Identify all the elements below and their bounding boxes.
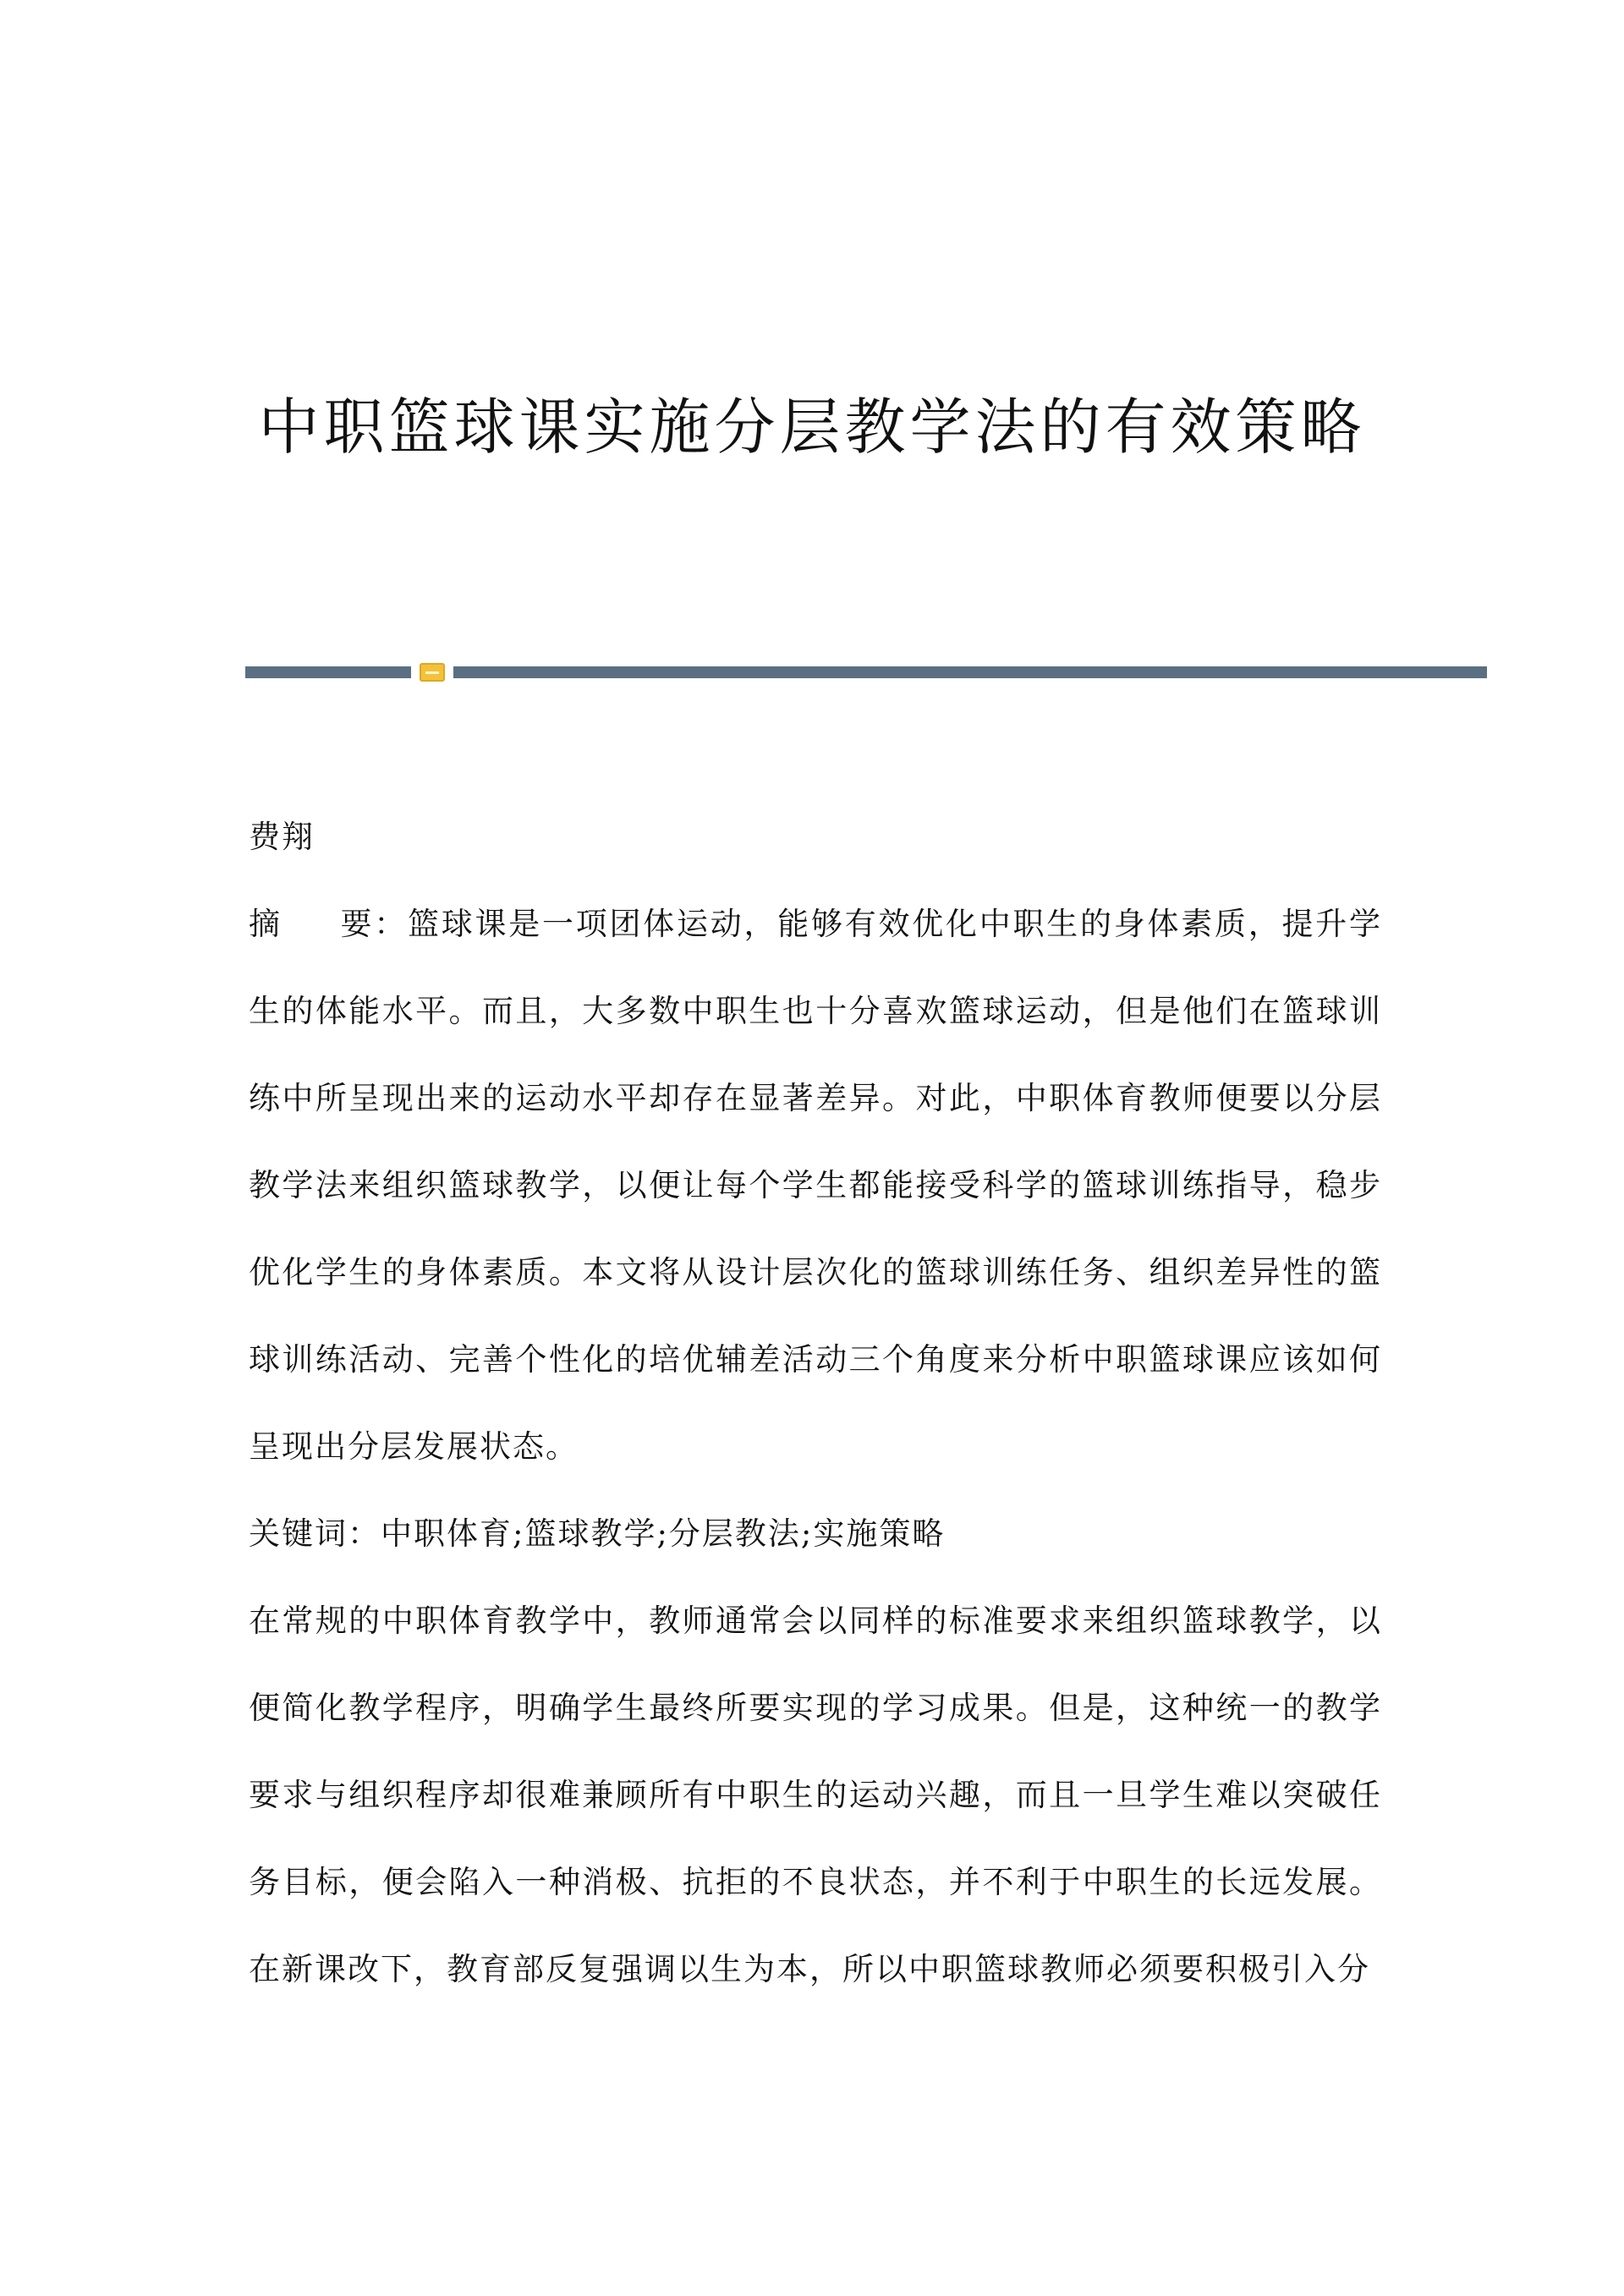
author-name: 费翔 — [249, 819, 315, 855]
divider-bar-left — [245, 666, 411, 678]
abstract-paragraph — [249, 880, 1382, 1490]
divider-ornament-icon — [420, 663, 445, 682]
keywords-text: 中职体育;篮球教学;分层教法;实施策略 — [381, 1515, 946, 1552]
title-divider — [245, 663, 1487, 680]
body-paragraph: 在常规的中职体育教学中，教师通常会以同样的标准要求来组织篮球教学，以便简化教学程序，明确学生最终所要实现的学习成果。但是，这种统一的教学要求与组织程序却很难兼顾所有中职生的运动兴趣，而且一旦学生难以突破任务目标，便会陷入一种消极、抗拒的不良状态，并不利于中职生的长远发展。在新课改下，教育部反复强调以生为本，所以中职篮球教师必须要积极引入分 — [249, 1603, 1382, 1987]
abstract-label-second: 要： — [339, 906, 408, 942]
abstract-text: 篮球课是一项团体运动，能够有效优化中职生的身体素质，提升学生的体能水平。而且，大多数中职生也十分喜欢篮球运动，但是他们在篮球训练中所呈现出来的运动水平却存在显著差异。对此，中职体育教师便要以分层教学法来组织篮球教学，以便让每个学生都能接受科学的篮球训练指导，稳步优化学生的身体素质。本文将从设计层次化的篮球训练任务、组织差异性的篮球训练活动、完善个性化的培优辅差活动三个角度来分析中职篮球课应该如何呈现出分层发展状态。 — [249, 906, 1382, 1465]
document-title: 中职篮球课实施分层教学法的有效策略 — [258, 392, 1366, 463]
divider-bar-right — [453, 666, 1487, 678]
document-body — [249, 793, 1382, 2013]
keywords-label: 关键词： — [249, 1515, 381, 1552]
keywords-paragraph — [249, 1490, 1382, 1577]
abstract-label-first: 摘 — [249, 906, 283, 942]
